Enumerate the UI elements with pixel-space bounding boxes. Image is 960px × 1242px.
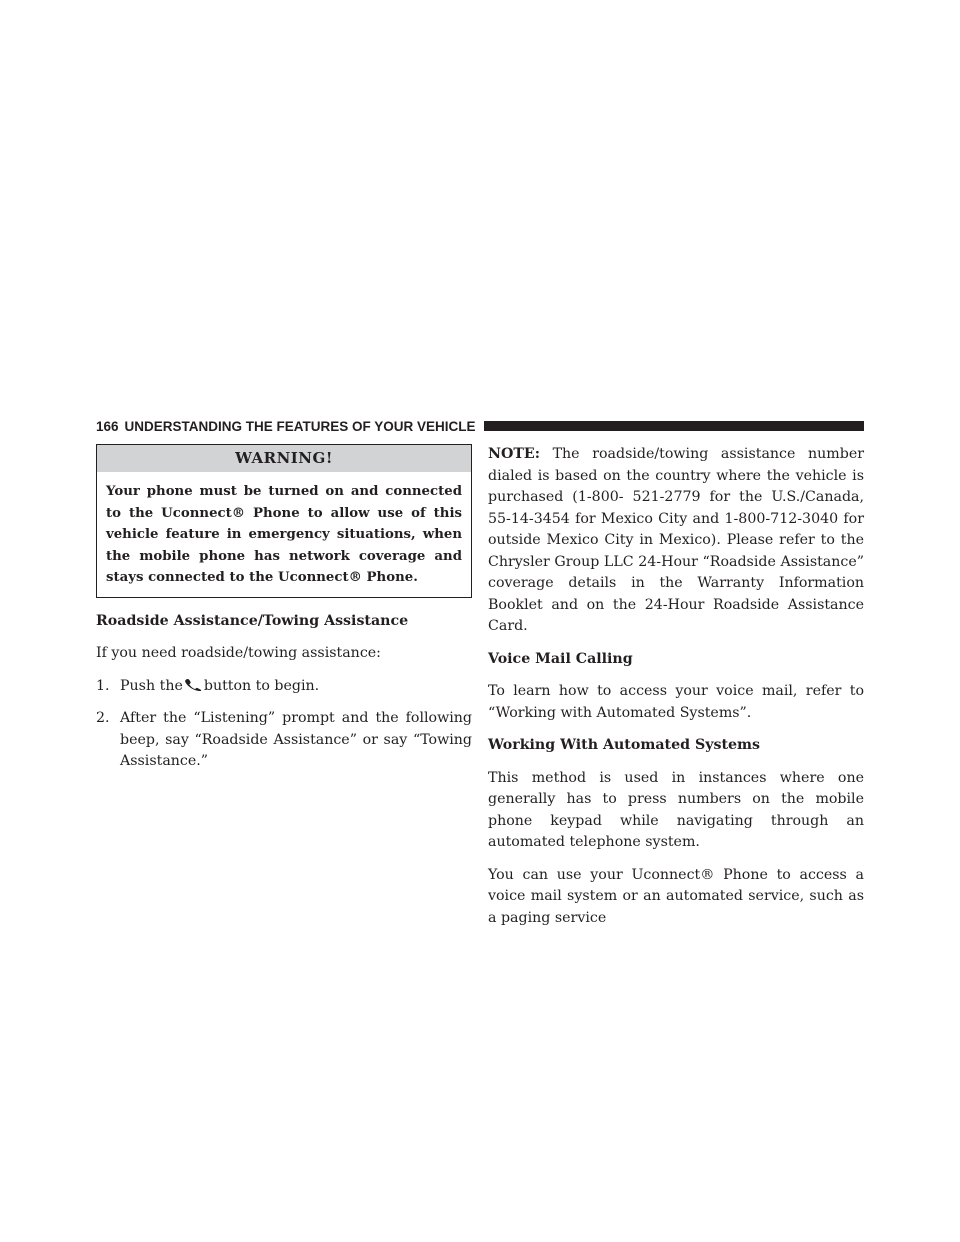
step-1-text-before: Push the	[120, 677, 183, 694]
roadside-intro: If you need roadside/towing assistance:	[96, 645, 381, 661]
note-text: The roadside/towing assistance number dialed is based on the country where the vehicle is purchased (1-800- 521-2779 for the U.S./Canada, 55-14-3454 for Mexico City and 1-800-712-3040 for outside Mexico City in Mexico). Please refer to the Chrysler Group LLC 24-Hour “Roadside Assistance” coverage details in the Warranty Information Booklet and on the 24-Hour Roadside Assistance Card.	[488, 446, 865, 634]
left-column	[96, 444, 472, 773]
phone-icon	[184, 678, 203, 691]
list-item-step-1	[96, 676, 472, 698]
note-paragraph	[488, 444, 864, 638]
note-label: NOTE:	[488, 446, 540, 462]
automated-systems-heading: Working With Automated Systems	[488, 737, 761, 753]
automated-paragraph-2: You can use your Uconnect® Phone to access a voice mail system or an automated service, such as a paging service	[488, 866, 864, 926]
step-number: 2.	[96, 710, 110, 726]
step-1-text-after: button to begin.	[203, 677, 320, 694]
warning-title: WARNING!	[97, 445, 471, 472]
page-header	[96, 415, 864, 437]
warning-text: Your phone must be turned on and connected to the Uconnect® Phone to allow use of this vehicle feature in emergency situations, when the mobile phone has network coverage and stays connected to the Uconnect® Phone.	[106, 484, 462, 585]
voice-mail-heading: Voice Mail Calling	[488, 650, 633, 667]
voice-mail-text: To learn how to access your voice mail, refer to “Working with Automated Systems”.	[488, 683, 864, 721]
right-column	[488, 444, 864, 929]
automated-paragraph-1: This method is used in instances where one generally has to press numbers on the mobile phone keypad while navigating through an automated telephone system.	[488, 769, 864, 850]
section-title: UNDERSTANDING THE FEATURES OF YOUR VEHICLE	[124, 418, 476, 434]
step-number: 1.	[96, 677, 110, 694]
roadside-heading: Roadside Assistance/Towing Assistance	[96, 612, 409, 629]
warning-box	[96, 444, 472, 598]
step-2-text: After the “Listening” prompt and the following beep, say “Roadside Assistance” or say “Towing Assistance.”	[120, 710, 472, 769]
header-rule	[484, 421, 864, 431]
page-number: 166	[96, 418, 119, 434]
list-item-step-2	[96, 708, 472, 773]
